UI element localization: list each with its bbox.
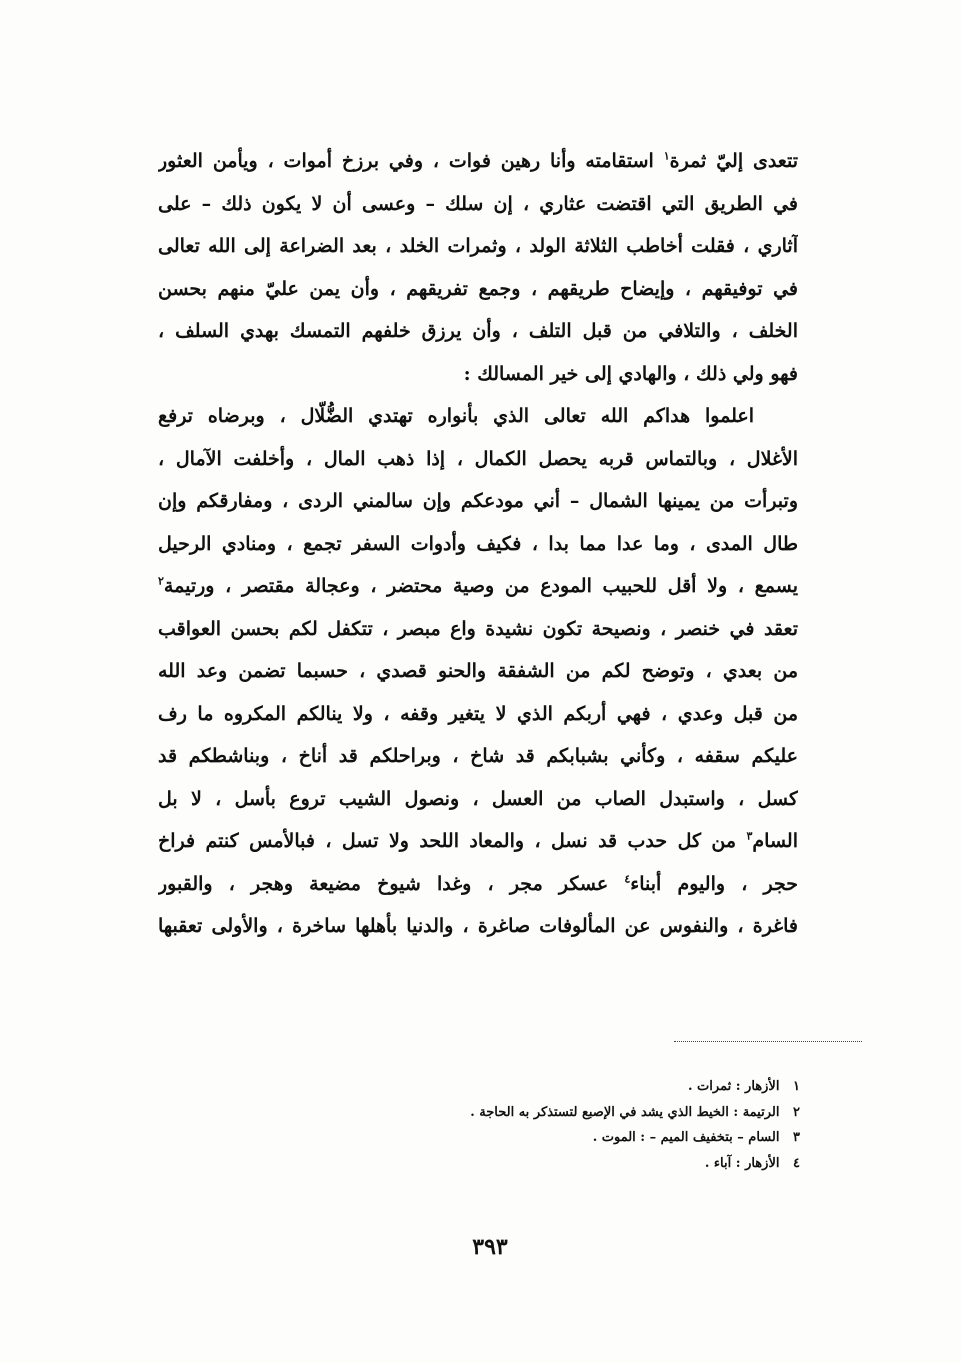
text-line: آثاري ، فقلت أخاطب الثلاثة الولد ، وثمرات الخلد ، بعد الضراعة إلى الله تعالى — [158, 235, 798, 257]
text-line: الخلف ، والتلافي من قبل التلف ، وأن يرزق خلفهم التمسك بهدي السلف ، — [158, 320, 798, 342]
footnote-marker: ٢ — [158, 574, 164, 588]
text-line: في توفيقهم ، وإيضاح طريقهم ، وجمع تفريقهم ، وأن يمن عليّ منهم بحسن — [158, 277, 798, 300]
text-line — [158, 863, 798, 906]
text-line: فاغرة ، والنفوس عن المألوفات صاغرة ، والدنيا بأهلها ساخرة ، والأولى تعقبها — [158, 915, 798, 937]
text-line: من قبل وعدي ، فهي أربكم الذي لا يتغير وقفه ، ولا ينالكم المكروه ما رف — [158, 702, 798, 725]
footnote-text: الأزهار : ثمرات . — [688, 1079, 780, 1094]
footnote-item — [360, 1151, 800, 1177]
text-line-end: عسكر مجر ، وغدا شيوخ مضيعة وهجر ، والقبور — [158, 872, 625, 895]
text-line-start: السام — [752, 830, 798, 852]
footnote-marker: ٣ — [746, 829, 753, 843]
text-line — [158, 820, 798, 863]
text-line-end: استقامته وأنا رهين فوات ، وفي برزخ أموات ، ويأمن العثور — [158, 150, 664, 172]
text-line: طال المدى ، وما عدا مما بدا ، فكيف وأدوات السفر تجمع ، ومنادي الرحيل — [158, 532, 798, 555]
footnote-marker: ٤ — [624, 872, 631, 886]
text-line-start: حجر ، واليوم أبناء — [630, 872, 798, 895]
footnote-text: الأزهار : آباء . — [704, 1155, 780, 1171]
text-line-start: يسمع ، ولا أقل للحبيب المودع من وصية محتضر ، وعجالة مقتصر ، ورتيمة — [163, 575, 798, 597]
footnote-text: السام – بتخفيف الميم – : الموت . — [592, 1130, 780, 1145]
text-line: عليكم سقفه ، وكأني بشبابكم قد شاخ ، وبراحلكم قد أناخ ، وبناشطكم قد — [158, 745, 798, 767]
footnote-number: ٢ — [793, 1104, 800, 1120]
text-line-end: من كل حدب قد نسل ، والمعاد اللحد ولا تسل ، فبالأمس كنتم فراخ — [158, 830, 747, 852]
footnotes — [360, 1074, 800, 1176]
text-line: الأغلال ، وبالتماس قربه يحصل الكمال ، إذا ذهب المال ، وأخلفت الآمال ، — [158, 447, 798, 470]
footnote-number: ٤ — [793, 1155, 800, 1171]
footnote-separator — [674, 1041, 862, 1042]
text-line: وتبرأت من يمينها الشمال – أني مودعكم وإن سالمني الردى ، ومفارقكم وإن — [158, 490, 798, 512]
footnote-marker: ١ — [663, 149, 670, 163]
text-line-start: تتعدى إليّ ثمرة — [669, 150, 798, 172]
main-text — [158, 140, 798, 948]
footnote-item — [360, 1100, 800, 1126]
text-line: تعقد في خنصر ، ونصيحة تكون نشيدة واع مبصر ، تتكفل لكم بحسن العواقب — [158, 617, 798, 640]
text-line: اعلموا هداكم الله تعالى الذي بأنواره تهتدي الضُّلّال ، وبرضاه ترفع — [158, 405, 754, 427]
footnote-text: الرتيمة : الخيط الذي يشد في الإصبع لتستذكر به الحاجة . — [470, 1104, 780, 1120]
footnote-item — [360, 1125, 800, 1151]
text-line: من بعدي ، وتوضح لكم من الشفقة والحنو قصدي ، حسبما تضمن وعد الله — [158, 660, 798, 682]
footnote-item — [360, 1074, 800, 1100]
text-line: فهو ولي ذلك ، والهادي إلى خير المسالك : — [463, 362, 798, 385]
text-line: في الطريق التي اقتضت عثاري ، إن سلك – وعسى أن لا يكون ذلك – على — [158, 192, 798, 215]
text-line: كسل ، واستبدل الصاب من العسل ، ونصول الشيب تروع بأسل ، لا بل — [158, 787, 798, 810]
footnote-number: ٣ — [793, 1130, 800, 1145]
text-line — [158, 140, 798, 183]
page-number: ٣٩٣ — [472, 1234, 508, 1260]
text-line — [158, 565, 798, 608]
footnote-number: ١ — [793, 1079, 800, 1094]
